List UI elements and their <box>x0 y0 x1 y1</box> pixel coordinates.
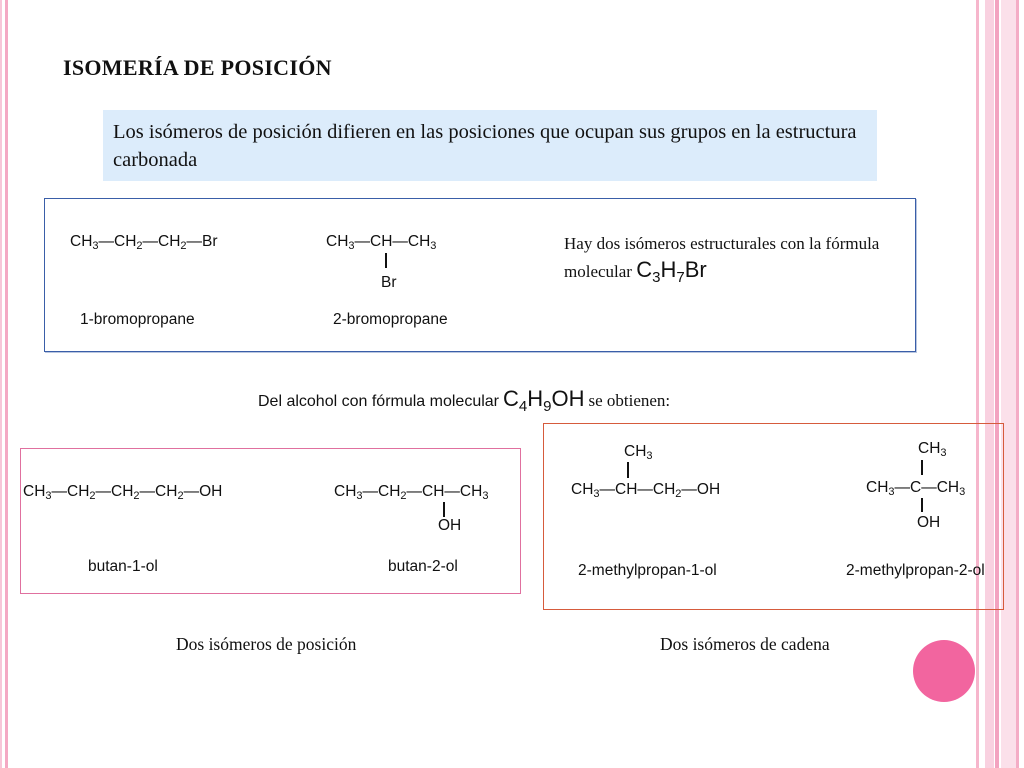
bond-dash: — <box>921 479 937 496</box>
group: $CH_2$ <box>155 483 184 502</box>
label-2-bromopropane: 2-bromopropane <box>333 311 448 328</box>
bond-dash: — <box>98 233 115 250</box>
chain-formula <box>326 233 436 250</box>
structure-1-bromopropane <box>70 233 218 252</box>
intro-prefix: Del alcohol con fórmula molecular <box>258 393 499 410</box>
caption-chain-isomers: Dos isómeros de cadena <box>660 634 830 654</box>
chain-formula <box>334 483 488 500</box>
bond-dash: — <box>444 483 460 500</box>
substituent-br: Br <box>381 274 397 291</box>
label-2-methylpropan-2-ol: 2-methylpropan-2-ol <box>846 562 985 579</box>
bond-dash: — <box>894 479 911 496</box>
group: $CH_3$ <box>23 483 52 502</box>
group: $CH_3$ <box>866 479 895 498</box>
group: $CH_3$ <box>326 233 355 252</box>
decorative-circle <box>913 640 975 702</box>
bond-line <box>921 498 923 512</box>
bond-line <box>443 502 445 517</box>
structure-2-bromopropane <box>326 233 436 252</box>
structure-butan-2-ol <box>334 483 488 502</box>
bond-line <box>627 462 629 478</box>
chain-formula <box>571 481 720 498</box>
group: $CH_3$ <box>459 483 489 502</box>
bond-dash: — <box>51 483 68 500</box>
label-butan-1-ol: butan-1-ol <box>88 558 158 575</box>
molecular-formula-c3h7br: $C_3H_7Br$ <box>636 257 707 286</box>
group: OH <box>696 481 721 498</box>
bond-dash: — <box>599 481 616 498</box>
structure-2-methylpropan-1-ol <box>571 481 720 500</box>
bond-dash: — <box>142 233 159 250</box>
group: C <box>910 479 922 496</box>
chain-formula <box>23 483 222 500</box>
group: CH <box>615 481 638 498</box>
right-stripe <box>976 0 979 768</box>
substituent-oh: OH <box>438 517 462 534</box>
label-butan-2-ol: butan-2-ol <box>388 558 458 575</box>
group: $CH_3$ <box>936 479 966 498</box>
isomer-note <box>564 231 904 291</box>
group: $CH_3$ <box>334 483 363 502</box>
group: Br <box>202 233 218 250</box>
chain-formula <box>70 233 218 250</box>
bond-dash: — <box>95 483 112 500</box>
group: $CH_2$ <box>652 481 682 500</box>
top-methyl-group: $CH_3$ <box>624 443 653 462</box>
butanol-intro <box>258 386 670 415</box>
group: CH <box>370 233 393 250</box>
bond-dash: — <box>406 483 423 500</box>
label-2-methylpropan-1-ol: 2-methylpropan-1-ol <box>578 562 717 579</box>
bond-dash: — <box>681 481 697 498</box>
definition-box: Los isómeros de posición difieren en las posiciones que ocupan sus grupos en la estructura carbonada <box>103 110 877 181</box>
chain-formula <box>866 479 965 496</box>
molecular-formula-c4h9oh: $C_4H_9OH$ <box>503 386 585 415</box>
substituent-oh: OH <box>917 514 941 531</box>
group: CH <box>422 483 445 500</box>
right-stripe <box>995 0 999 768</box>
bond-dash: — <box>139 483 156 500</box>
group: $CH_3$ <box>70 233 99 252</box>
bond-dash: — <box>392 233 408 250</box>
group: $CH_3$ <box>571 481 600 500</box>
bond-dash: — <box>186 233 203 250</box>
group: $CH_3$ <box>407 233 437 252</box>
caption-position-isomers: Dos isómeros de posición <box>176 634 357 654</box>
group: $CH_2$ <box>111 483 140 502</box>
note-text: Hay dos isómeros estructurales con la fórmula molecular <box>564 234 880 281</box>
bond-dash: — <box>637 481 653 498</box>
right-stripe <box>1001 0 1016 768</box>
group: OH <box>199 483 223 500</box>
structure-butan-1-ol <box>23 483 222 502</box>
bond-dash: — <box>354 233 371 250</box>
group: $CH_2$ <box>114 233 143 252</box>
right-stripe <box>1016 0 1019 768</box>
slide-title: ISOMERÍA DE POSICIÓN <box>63 55 332 80</box>
bond-line <box>385 253 387 268</box>
bond-dash: — <box>183 483 200 500</box>
intro-suffix: se obtienen: <box>588 391 671 410</box>
label-1-bromopropane: 1-bromopropane <box>80 311 195 328</box>
left-border-decoration <box>0 0 8 768</box>
group: $CH_2$ <box>67 483 96 502</box>
structure-2-methylpropan-2-ol <box>866 479 965 498</box>
group: $CH_2$ <box>378 483 407 502</box>
bond-line <box>921 460 923 475</box>
top-methyl-group: $CH_3$ <box>918 440 947 459</box>
right-stripe <box>985 0 994 768</box>
bond-dash: — <box>362 483 379 500</box>
group: $CH_2$ <box>158 233 187 252</box>
